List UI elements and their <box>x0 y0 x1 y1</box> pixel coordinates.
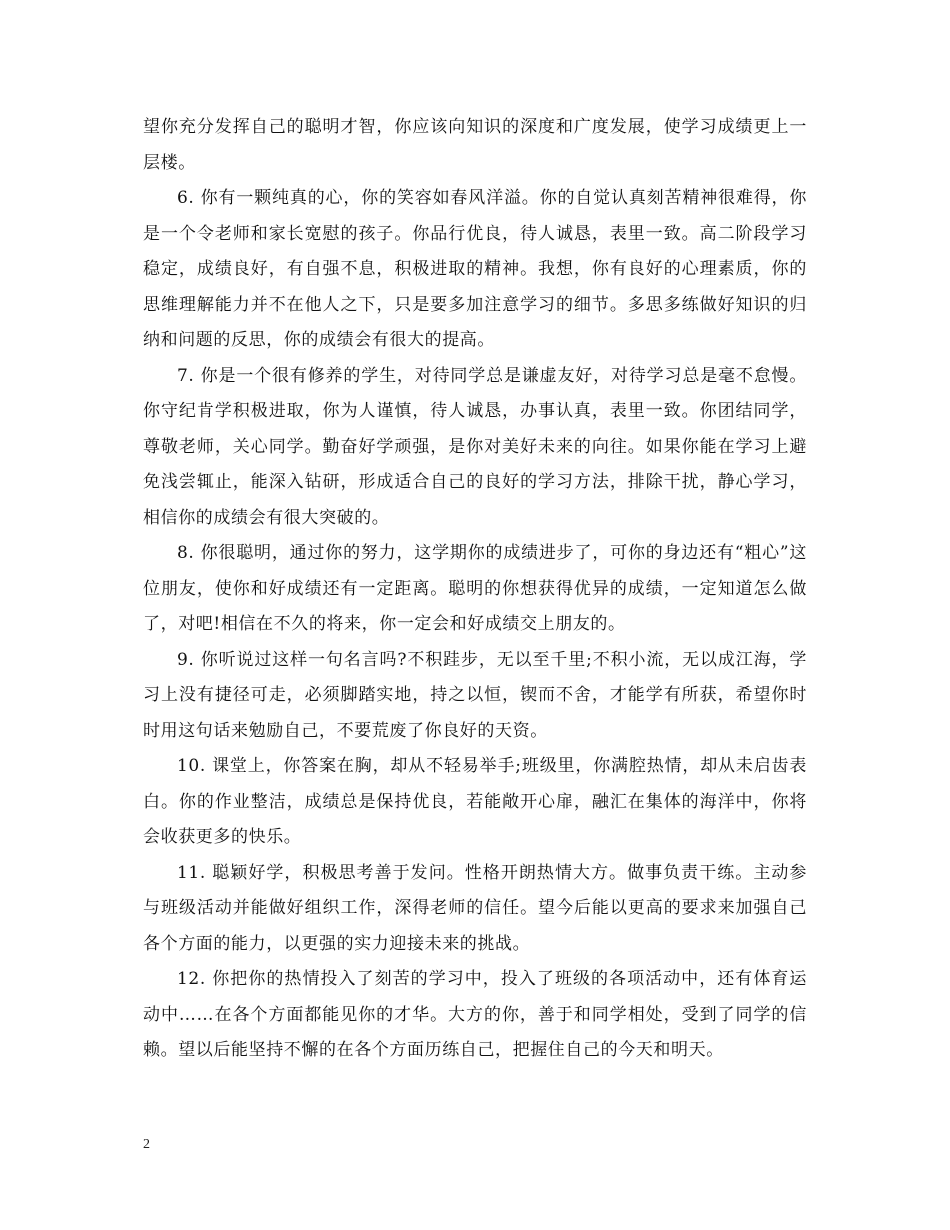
paragraph-item-10: 10. 课堂上，你答案在胸，却从不轻易举手;班级里，你满腔热情，却从未启齿表白。你的作业整洁，成绩总是保持优良，若能敞开心扉，融汇在集体的海洋中，你将会收获更多的快乐。 <box>143 756 807 847</box>
paragraph-item-6: 6. 你有一颗纯真的心，你的笑容如春风洋溢。你的自觉认真刻苦精神很难得，你是一个令老师和家长宽慰的孩子。你品行优良，待人诚恳，表里一致。高二阶段学习稳定，成绩良好，有自强不息，积极进取的精神。我想，你有良好的心理素质，你的思维理解能力并不在他人之下，只是要多加注意学习的细节。多思多练做好知识的归纳和问题的反思，你的成绩会有很大的提高。 <box>143 188 807 350</box>
paragraph-item-7: 7. 你是一个很有修养的学生，对待同学总是谦虚友好，对待学习总是毫不怠慢。你守纪肯学积极进取，你为人谨慎，待人诚恳，办事认真，表里一致。你团结同学，尊敬老师，关心同学。勤奋好学顽强，是你对美好未来的向往。如果你能在学习上避免浅尝辄止，能深入钻研，形成适合自己的良好的学习方法，排除干扰，静心学习，相信你的成绩会有很大突破的。 <box>143 365 807 528</box>
paragraph-item-9: 9. 你听说过这样一句名言吗?不积跬步，无以至千里;不积小流，无以成江海，学习上没有捷径可走，必须脚踏实地，持之以恒，锲而不舍，才能学有所获，希望你时时用这句话来勉励自己，不要荒废了你良好的天资。 <box>143 649 807 741</box>
document-body <box>143 110 807 1069</box>
paragraph-item-8: 8. 你很聪明，通过你的努力，这学期你的成绩进步了，可你的身边还有“粗心”这位朋友，使你和好成绩还有一定距离。聪明的你想获得优异的成绩，一定知道怎么做了，对吧!相信在不久的将来，你一定会和好成绩交上朋友的。 <box>143 543 807 634</box>
paragraph-item-12: 12. 你把你的热情投入了刻苦的学习中，投入了班级的各项活动中，还有体育运动中……在各个方面都能见你的才华。大方的你，善于和同学相处，受到了同学的信赖。望以后能坚持不懈的在各个方面历练自己，把握住自己的今天和明天。 <box>143 969 807 1060</box>
paragraph-item-11: 11. 聪颖好学，积极思考善于发问。性格开朗热情大方。做事负责干练。主动参与班级活动并能做好组织工作，深得老师的信任。望今后能以更高的要求来加强自己各个方面的能力，以更强的实力迎接未来的挑战。 <box>143 862 807 954</box>
page-number: 2 <box>143 1137 150 1152</box>
paragraph-continuation: 望你充分发挥自己的聪明才智，你应该向知识的深度和广度发展，使学习成绩更上一层楼。 <box>143 117 807 173</box>
